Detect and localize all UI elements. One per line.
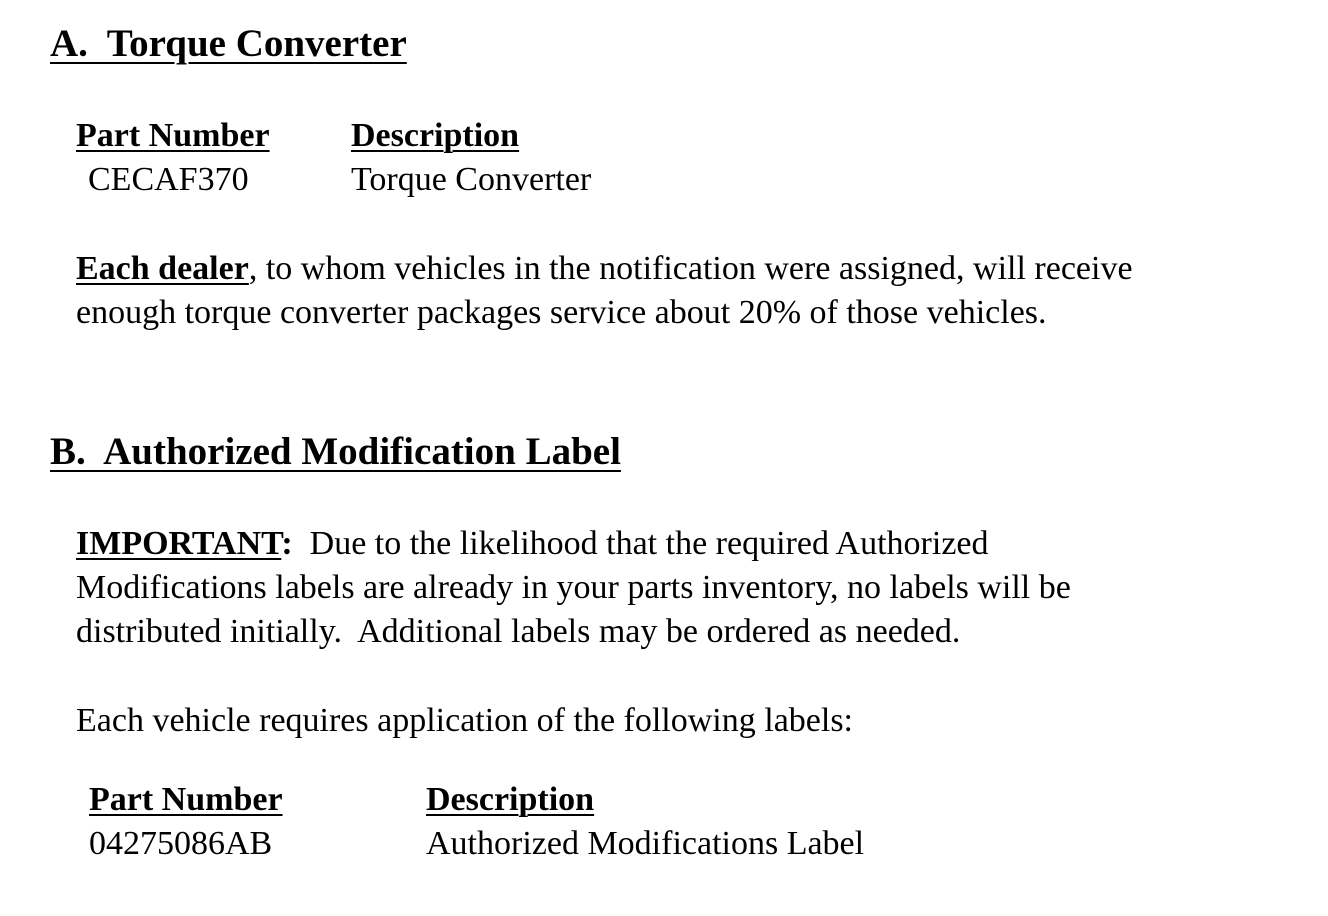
- important-note: [76, 522, 1071, 654]
- description-cell: Torque Converter: [351, 161, 592, 198]
- description-header: Description: [351, 117, 520, 154]
- important-line1: Due to the likelihood that the required Authorized: [292, 525, 989, 562]
- part-number-cell: CECAF370: [88, 161, 249, 198]
- dealer-note: [76, 247, 1133, 335]
- dealer-note-line2: enough torque converter packages service about 20% of those vehicles.: [76, 294, 1047, 331]
- dealer-note-line1: , to whom vehicles in the notification were assigned, will receive: [248, 250, 1133, 287]
- important-lead: IMPORTANT: [76, 525, 282, 562]
- part-number-header: Part Number: [89, 781, 283, 818]
- important-colon: :: [281, 525, 293, 562]
- important-line2: Modifications labels are already in your parts inventory, no labels will be: [76, 569, 1071, 606]
- dealer-note-lead: Each dealer: [76, 250, 249, 287]
- part-number-cell: 04275086AB: [89, 825, 273, 862]
- section-a-heading: A. Torque Converter: [50, 22, 407, 65]
- description-cell: Authorized Modifications Label: [426, 825, 865, 862]
- important-line3: distributed initially. Additional labels may be ordered as needed.: [76, 613, 961, 650]
- description-header: Description: [426, 781, 595, 818]
- part-number-header: Part Number: [76, 117, 270, 154]
- section-b-heading: B. Authorized Modification Label: [50, 430, 621, 473]
- label-requirement: Each vehicle requires application of the following labels:: [76, 702, 854, 739]
